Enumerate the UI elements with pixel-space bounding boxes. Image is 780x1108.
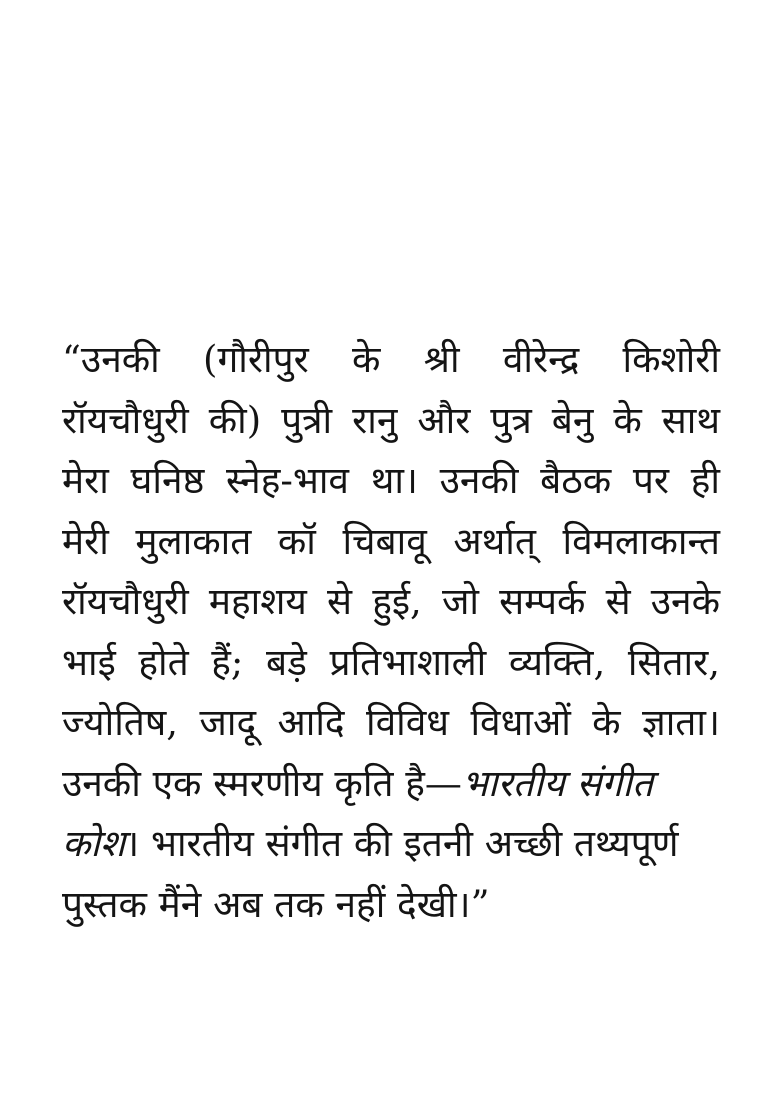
text-line: मेरी मुलाकात कॉ चिबावू अर्थात् विमलाकान्त (62, 519, 720, 563)
quote-paragraph (62, 330, 720, 935)
text-line: ज्योतिष, जादू आदि विविध विधाओं के ज्ञाता। (62, 701, 720, 744)
text-line: भाई होते हैं; बड़े प्रतिभाशाली व्यक्ति, सितार, (62, 640, 720, 684)
text-line: रॉयचौधुरी महाशय से हुई, जो सम्पर्क से उनके (62, 580, 720, 623)
text-line (62, 754, 720, 815)
text-line: “उनकी (गौरीपुर के श्री वीरेन्द्र किशोरी (62, 338, 720, 381)
text-line: मेरा घनिष्ठ स्नेह-भाव था। उनकी बैठक पर ही (62, 459, 720, 502)
book-title-italic: भारतीय संगीत (461, 761, 654, 805)
text-segment: । भारतीय संगीत की इतनी अच्छी तथ्यपूर्ण (125, 822, 679, 865)
text-line: रॉयचौधुरी की) पुत्री रानु और पुत्र बेनु के साथ (62, 398, 720, 442)
text-line (62, 814, 720, 875)
book-title-italic: कोश (62, 822, 126, 865)
text-line: पुस्तक मैंने अब तक नहीं देखी।” (62, 882, 490, 926)
text-segment: उनकी एक स्मरणीय कृति है— (62, 761, 462, 805)
